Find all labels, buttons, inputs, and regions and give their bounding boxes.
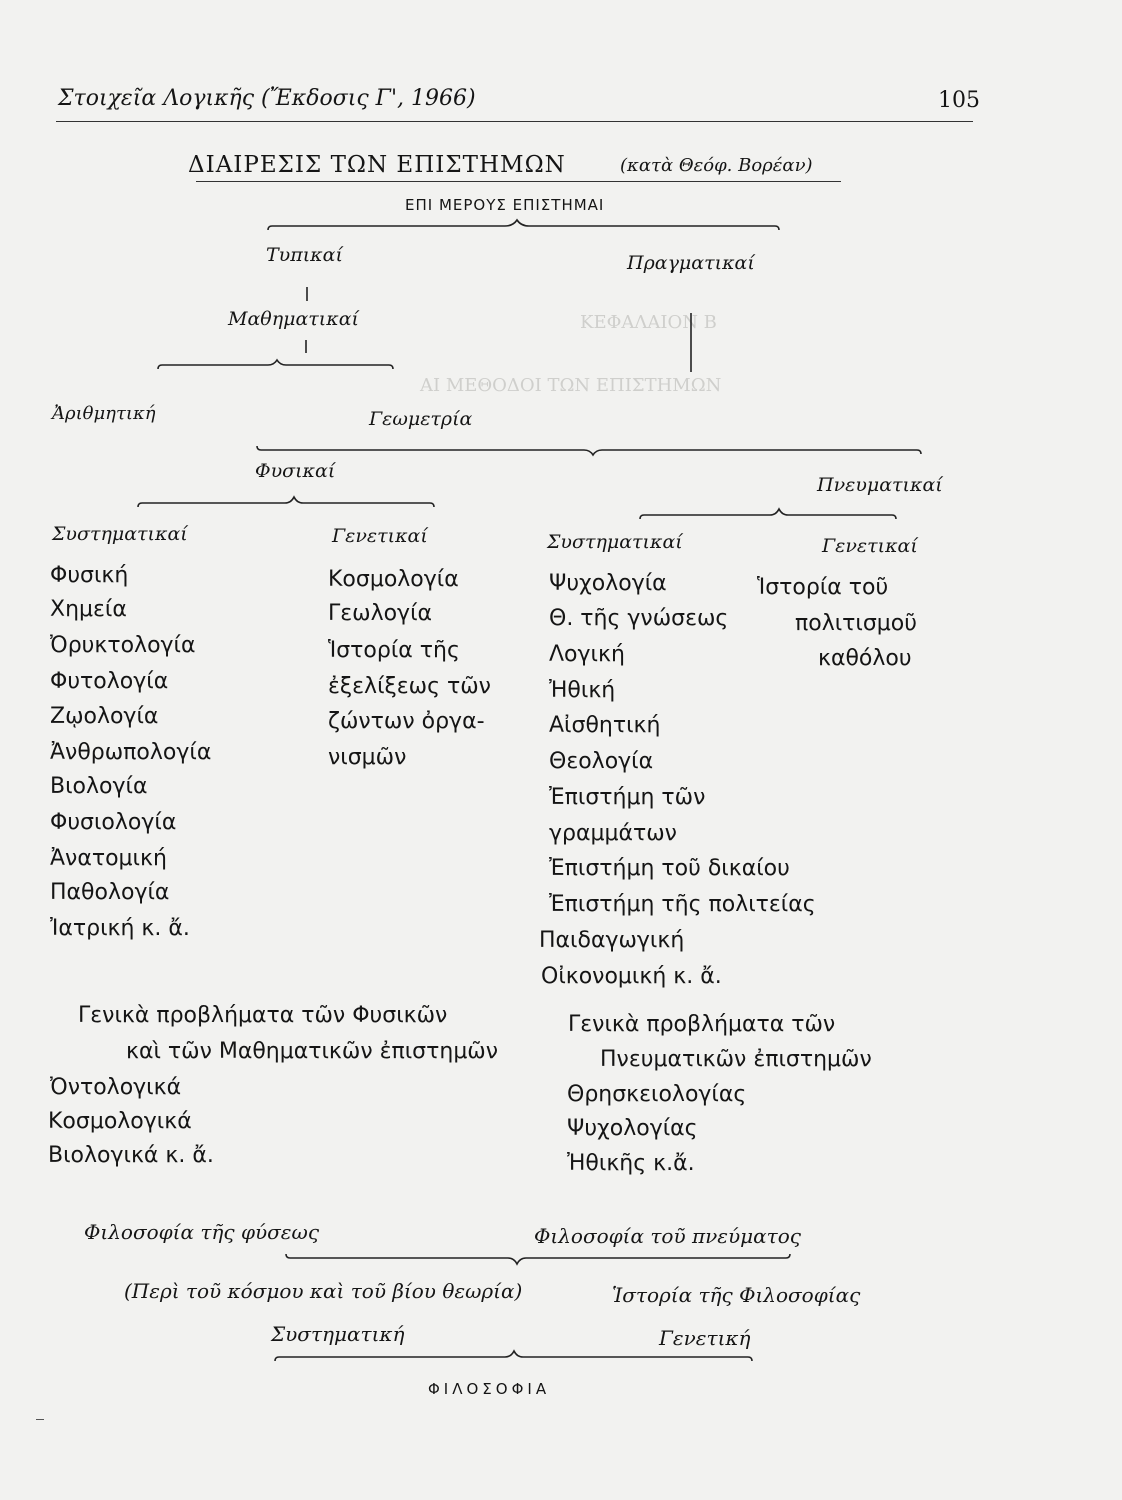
- list-item: Λογική: [549, 642, 625, 667]
- general-left-line1: Γενικὰ προβλήματα τῶν Φυσικῶν: [78, 1003, 448, 1028]
- list-item: Βιολογία: [50, 774, 148, 799]
- list-item: Αἰσθητική: [549, 713, 661, 738]
- philosophy-genetic: Γενετική: [659, 1326, 751, 1350]
- list-item: Θεολογία: [549, 749, 654, 774]
- list-item: καθόλου: [818, 646, 912, 671]
- list-item: Ψυχολογία: [549, 571, 667, 596]
- title-attribution: (κατὰ Θεόφ. Βορέαν): [620, 155, 813, 176]
- philosophy-spirit: Φιλοσοφία τοῦ πνεύματος: [534, 1224, 801, 1248]
- node-pnevmatikai: Πνευματικαί: [817, 474, 943, 496]
- list-item: Φυτολογία: [50, 669, 169, 694]
- general-right-item: Ἠθικῆς κ.ἄ.: [567, 1151, 695, 1176]
- list-item: ἐξελίξεως τῶν: [328, 674, 491, 699]
- node-fysikai: Φυσικαί: [255, 460, 336, 482]
- list-item: Ἰατρική κ. ἄ.: [50, 916, 190, 941]
- node-pragmatikai: Πραγματικαί: [627, 252, 755, 274]
- heading-pn-syst: Συστηματικαί: [547, 531, 683, 553]
- list-item: Ἐπιστήμη τῶν: [549, 785, 706, 810]
- list-item: Ἀνθρωπολογία: [50, 740, 212, 765]
- list-item: Ζῳολογία: [50, 704, 159, 729]
- list-item: Ἱστορία τοῦ: [757, 575, 889, 600]
- list-item: Γεωλογία: [328, 601, 433, 626]
- bleed-through-text-2: ΚΕΦΑΛΑΙΟΝ Β: [580, 312, 717, 333]
- list-item: Ἐπιστήμη τῆς πολιτείας: [549, 892, 816, 917]
- list-item: Οἰκονομική κ. ἄ.: [541, 964, 722, 989]
- list-item: Ἠθική: [549, 678, 616, 703]
- bleed-through-text: ΑΙ ΜΕΘΟΔΟΙ ΤΩΝ ΕΠΙΣΤΗΜΩΝ: [420, 375, 722, 396]
- philosophy-history: Ἱστορία τῆς Φιλοσοφίας: [612, 1283, 861, 1307]
- list-item: Ὀρυκτολογία: [50, 633, 196, 658]
- page-number: 105: [938, 88, 980, 113]
- general-right-item: Θρησκειολογίας: [567, 1082, 747, 1107]
- general-left-item: Κοσμολογικά: [48, 1109, 192, 1134]
- list-item: Φυσιολογία: [50, 810, 177, 835]
- node-typikai: Τυπικαί: [266, 244, 343, 266]
- list-item: γραμμάτων: [549, 821, 677, 846]
- list-item: πολιτισμοῦ: [795, 611, 917, 636]
- node-arithmitiki: Ἀριθμητική: [52, 403, 156, 424]
- general-right-line1: Γενικὰ προβλήματα τῶν: [568, 1012, 836, 1037]
- list-item: Παιδαγωγική: [539, 928, 685, 953]
- list-item: Κοσμολογία: [328, 567, 459, 592]
- margin-mark: [36, 1419, 44, 1420]
- node-mathimatikai: Μαθηματικαί: [228, 308, 359, 330]
- philosophy-systematic: Συστηματική: [271, 1322, 405, 1346]
- general-right-item: Ψυχολογίας: [567, 1116, 698, 1141]
- philosophy-final: ΦΙΛΟΣΟΦΙΑ: [428, 1380, 551, 1398]
- general-left-item: Βιολογικά κ. ἄ.: [48, 1143, 214, 1168]
- list-item: ζώντων ὀργα-: [328, 709, 485, 734]
- list-item: Θ. τῆς γνώσεως: [549, 606, 729, 631]
- page-title: ΔΙΑΙΡΕΣΙΣ ΤΩΝ ΕΠΙΣΤΗΜΩΝ: [188, 152, 566, 178]
- general-left-item: Ὀντολογικά: [50, 1075, 182, 1100]
- list-item: Ἱστορία τῆς: [328, 638, 460, 663]
- heading-fys-syst: Συστηματικαί: [52, 523, 188, 545]
- philosophy-nature: Φιλοσοφία τῆς φύσεως: [84, 1220, 320, 1244]
- general-right-line2: Πνευματικῶν ἐπιστημῶν: [600, 1047, 872, 1072]
- list-item: Ἐπιστήμη τοῦ δικαίου: [549, 856, 790, 881]
- heading-fys-gen: Γενετικαί: [332, 525, 428, 547]
- list-item: νισμῶν: [328, 745, 407, 770]
- philosophy-cosmos: (Περὶ τοῦ κόσμου καὶ τοῦ βίου θεωρία): [124, 1279, 523, 1303]
- heading-pn-gen: Γενετικαί: [822, 535, 918, 557]
- list-item: Παθολογία: [50, 880, 170, 905]
- caption-partial-sciences: ΕΠΙ ΜΕΡΟΥΣ ΕΠΙΣΤΗΜΑΙ: [405, 196, 605, 214]
- running-title: Στοιχεῖα Λογικῆς (Ἔκδοσις Γ', 1966): [58, 86, 476, 111]
- list-item: Χημεία: [50, 597, 127, 622]
- list-item: Ἀνατομική: [50, 846, 167, 871]
- node-geometria: Γεωμετρία: [369, 408, 473, 430]
- list-item: Φυσική: [50, 563, 129, 588]
- general-left-line2: καὶ τῶν Μαθηματικῶν ἐπιστημῶν: [126, 1039, 499, 1064]
